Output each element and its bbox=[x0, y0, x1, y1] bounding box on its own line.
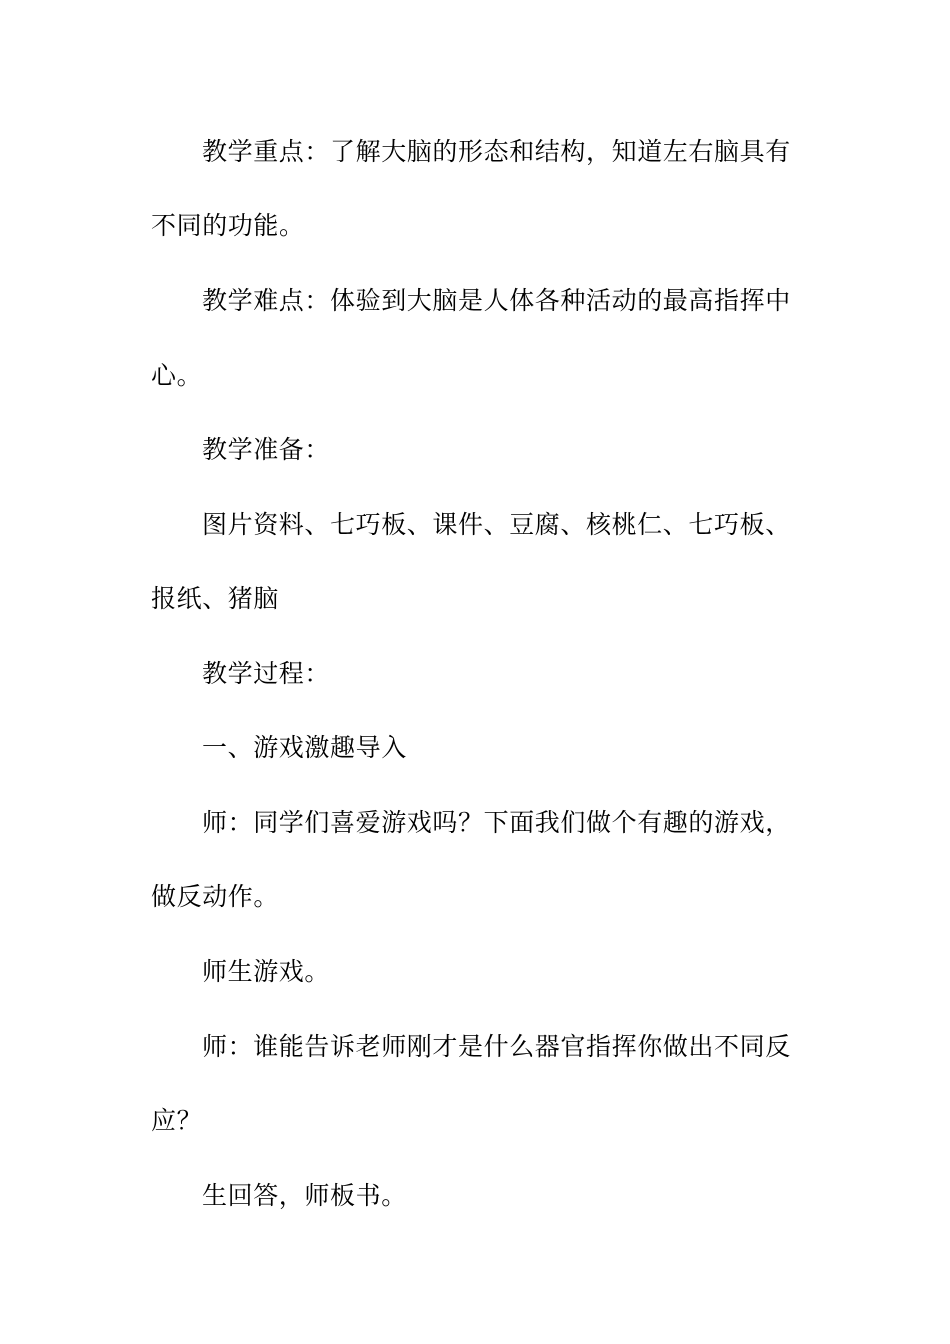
paragraph-student-answer: 生回答，师板书。 bbox=[202, 1181, 407, 1210]
paragraph-difficulties-line-1: 教学难点：体验到大脑是人体各种活动的最高指挥中 bbox=[202, 286, 791, 315]
paragraph-teacher-1-line-2: 做反动作。 bbox=[151, 882, 280, 911]
heading-preparation: 教学准备： bbox=[202, 435, 331, 464]
heading-process: 教学过程： bbox=[202, 659, 331, 688]
paragraph-key-points-line-1: 教学重点：了解大脑的形态和结构，知道左右脑具有 bbox=[202, 137, 791, 166]
paragraph-game: 师生游戏。 bbox=[202, 957, 331, 986]
paragraph-key-points-line-2: 不同的功能。 bbox=[151, 211, 305, 240]
paragraph-materials-line-1: 图片资料、七巧板、课件、豆腐、核桃仁、七巧板、 bbox=[202, 510, 791, 539]
heading-section-one: 一、游戏激趣导入 bbox=[202, 733, 407, 762]
paragraph-teacher-2-line-2: 应？ bbox=[151, 1106, 203, 1135]
paragraph-difficulties-line-2: 心。 bbox=[151, 361, 203, 390]
paragraph-teacher-2-line-1: 师：谁能告诉老师刚才是什么器官指挥你做出不同反 bbox=[202, 1032, 791, 1061]
paragraph-materials-line-2: 报纸、猪脑 bbox=[151, 584, 280, 613]
paragraph-teacher-1-line-1: 师：同学们喜爱游戏吗？下面我们做个有趣的游戏， bbox=[202, 808, 791, 837]
